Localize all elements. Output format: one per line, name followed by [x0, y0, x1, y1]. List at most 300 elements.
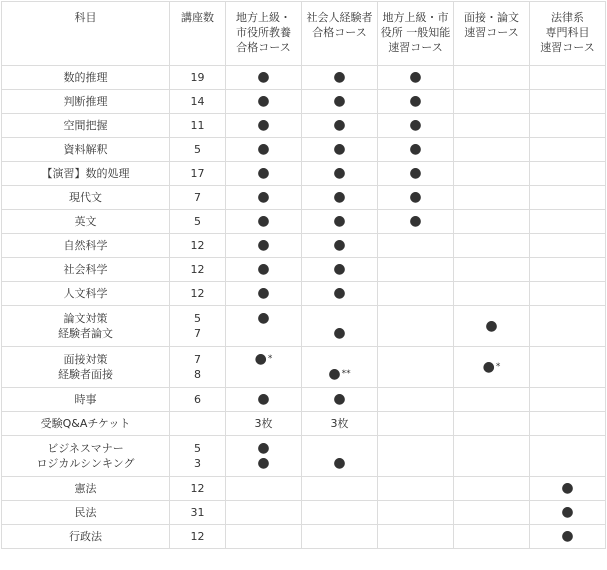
lecture-count: 12 — [190, 530, 205, 543]
table-row — [2, 162, 606, 186]
lecture-count: 19 — [190, 71, 205, 84]
table-row — [2, 501, 606, 525]
header-course-local-aptitude — [378, 2, 454, 66]
lecture-count-cell — [170, 347, 226, 388]
header-line: 速習コース — [388, 41, 443, 54]
lecture-count: 6 — [194, 393, 201, 406]
course-entry — [226, 456, 301, 471]
course-entry — [226, 326, 301, 341]
included-dot-icon: ● — [257, 261, 270, 277]
course-entry — [226, 118, 301, 133]
table-row — [2, 234, 606, 258]
course-cell — [226, 306, 302, 347]
included-dot-icon: ● — [257, 440, 270, 456]
table-row — [2, 138, 606, 162]
table-row — [2, 388, 606, 412]
course-cell — [530, 162, 606, 186]
course-entry — [226, 352, 301, 367]
table-row — [2, 412, 606, 436]
course-cell — [302, 412, 378, 436]
course-entry — [530, 505, 605, 520]
subject-name: 受験Q&Aチケット — [40, 417, 131, 430]
course-cell — [454, 501, 530, 525]
lecture-count-cell — [170, 90, 226, 114]
course-entry — [226, 94, 301, 109]
course-cell — [454, 114, 530, 138]
course-cell — [302, 477, 378, 501]
subject-cell — [2, 347, 170, 388]
lecture-count-cell — [170, 525, 226, 549]
course-entry — [530, 529, 605, 544]
lecture-count-cell — [170, 306, 226, 347]
ticket-count: 3枚 — [254, 417, 273, 430]
header-line: 面接・論文 — [464, 11, 519, 24]
course-cell — [454, 162, 530, 186]
lecture-count-cell — [170, 66, 226, 90]
included-dot-icon: ● — [328, 366, 341, 382]
lecture-count-cell — [170, 186, 226, 210]
included-dot-icon: ● — [485, 317, 498, 334]
course-cell — [226, 412, 302, 436]
course-cell — [226, 210, 302, 234]
included-dot-icon: ● — [333, 455, 346, 471]
included-dot-icon: ● — [409, 213, 422, 229]
course-cell — [530, 306, 606, 347]
course-cell — [530, 114, 606, 138]
course-entry — [378, 70, 453, 85]
course-entry — [302, 367, 377, 382]
course-cell — [530, 258, 606, 282]
table-row — [2, 306, 606, 347]
header-line: 社会人経験者 — [306, 11, 373, 24]
included-dot-icon: ● — [257, 310, 270, 326]
lecture-count: 31 — [190, 506, 205, 519]
course-cell — [226, 258, 302, 282]
subject-cell — [2, 501, 170, 525]
included-dot-icon: ● — [561, 528, 574, 544]
course-cell — [530, 525, 606, 549]
course-cell — [302, 186, 378, 210]
subject-cell — [2, 66, 170, 90]
course-entry — [226, 262, 301, 277]
course-entry — [530, 481, 605, 496]
course-cell — [454, 388, 530, 412]
lecture-count-cell — [170, 388, 226, 412]
header-line: 合格コース — [312, 26, 367, 39]
ticket-count: 3枚 — [330, 417, 349, 430]
included-dot-icon: ● — [257, 391, 270, 407]
header-course-interview-essay — [454, 2, 530, 66]
course-cell — [530, 210, 606, 234]
header-line: 市役所教養 — [236, 26, 291, 39]
subject-name: 民法 — [74, 506, 97, 519]
course-entry — [226, 238, 301, 253]
lecture-count: 12 — [190, 287, 205, 300]
course-cell — [302, 114, 378, 138]
header-line: 講座数 — [181, 11, 214, 24]
course-entry — [302, 118, 377, 133]
header-line: 地方上級・ — [236, 11, 291, 24]
included-dot-icon: ● — [333, 189, 346, 205]
header-course-local-general — [226, 2, 302, 66]
course-cell — [378, 306, 454, 347]
subject-name: 憲法 — [74, 482, 97, 495]
subject-name: 判断推理 — [63, 95, 108, 108]
course-cell — [378, 477, 454, 501]
lecture-count-cell — [170, 282, 226, 306]
included-dot-icon: ● — [254, 351, 267, 367]
subject-cell — [2, 210, 170, 234]
header-line: 法律系 — [551, 11, 584, 24]
subject-name: ロジカルシンキング — [36, 457, 135, 470]
course-cell — [454, 66, 530, 90]
subject-cell — [2, 114, 170, 138]
course-cell — [302, 436, 378, 477]
included-dot-icon: ● — [333, 285, 346, 301]
course-cell — [378, 90, 454, 114]
course-entry — [302, 416, 377, 431]
course-cell — [302, 234, 378, 258]
lecture-count: 17 — [190, 167, 205, 180]
course-entry — [226, 416, 301, 431]
subject-cell — [2, 525, 170, 549]
lecture-count: 5 — [194, 143, 201, 156]
course-cell — [378, 282, 454, 306]
included-dot-icon: ● — [257, 141, 270, 157]
course-entry — [302, 70, 377, 85]
lecture-count: 12 — [190, 482, 205, 495]
course-cell — [302, 347, 378, 388]
course-cell — [226, 347, 302, 388]
included-dot-icon: ● — [333, 141, 346, 157]
included-dot-icon: ● — [257, 189, 270, 205]
included-dot-icon: ● — [257, 213, 270, 229]
course-cell — [530, 66, 606, 90]
course-cell — [530, 501, 606, 525]
course-cell — [226, 66, 302, 90]
included-dot-icon: ● — [409, 69, 422, 85]
course-entry — [302, 166, 377, 181]
course-cell — [302, 306, 378, 347]
course-cell — [226, 114, 302, 138]
lecture-count-cell — [170, 138, 226, 162]
course-cell — [378, 388, 454, 412]
header-course-experienced — [302, 2, 378, 66]
course-cell — [378, 138, 454, 162]
table-row — [2, 282, 606, 306]
included-dot-icon: ● — [333, 261, 346, 277]
lecture-count: 14 — [190, 95, 205, 108]
header-line: 合格コース — [236, 41, 291, 54]
lecture-count-cell — [170, 501, 226, 525]
course-cell — [378, 210, 454, 234]
included-dot-icon: ● — [482, 358, 495, 375]
subject-cell — [2, 258, 170, 282]
subject-cell — [2, 412, 170, 436]
included-dot-icon: ● — [257, 165, 270, 181]
course-cell — [302, 162, 378, 186]
subject-cell — [2, 306, 170, 347]
lecture-count: 11 — [190, 119, 205, 132]
course-cell — [530, 477, 606, 501]
course-cell — [378, 162, 454, 186]
course-entry — [226, 166, 301, 181]
course-cell — [226, 234, 302, 258]
header-line: 速習コース — [464, 26, 519, 39]
lecture-count: 12 — [190, 239, 205, 252]
course-cell — [454, 258, 530, 282]
course-cell — [226, 525, 302, 549]
footnote-asterisk: * — [267, 354, 273, 364]
subject-name: 社会科学 — [63, 263, 108, 276]
course-entry — [302, 392, 377, 407]
course-cell — [302, 258, 378, 282]
course-cell — [302, 210, 378, 234]
lecture-count-cell — [170, 114, 226, 138]
course-entry — [302, 286, 377, 301]
course-entry — [226, 142, 301, 157]
included-dot-icon: ● — [409, 117, 422, 133]
course-cell — [378, 258, 454, 282]
course-entry — [302, 190, 377, 205]
course-entry — [378, 142, 453, 157]
course-entry — [302, 352, 377, 367]
table-row — [2, 436, 606, 477]
table-row — [2, 90, 606, 114]
course-comparison-table — [1, 1, 606, 549]
lecture-count-cell — [170, 258, 226, 282]
subject-name: 現代文 — [69, 191, 102, 204]
included-dot-icon: ● — [257, 93, 270, 109]
included-dot-icon: ● — [257, 237, 270, 253]
subject-cell — [2, 234, 170, 258]
course-cell — [226, 388, 302, 412]
included-dot-icon: ● — [561, 480, 574, 496]
course-entry — [378, 118, 453, 133]
header-line: 速習コース — [540, 41, 595, 54]
header-line: 地方上級・市 — [382, 11, 449, 24]
header-count — [170, 2, 226, 66]
lecture-count: 12 — [190, 263, 205, 276]
course-entry — [302, 326, 377, 341]
course-entry — [378, 214, 453, 229]
course-cell — [226, 501, 302, 525]
course-cell — [454, 477, 530, 501]
footnote-asterisk: ** — [341, 369, 351, 379]
included-dot-icon: ● — [333, 325, 346, 341]
subject-name: 資料解釈 — [63, 143, 108, 156]
included-dot-icon: ● — [409, 189, 422, 205]
course-entry — [226, 441, 301, 456]
subject-name: 行政法 — [69, 530, 102, 543]
course-cell — [378, 347, 454, 388]
course-cell — [530, 412, 606, 436]
table-row — [2, 66, 606, 90]
included-dot-icon: ● — [333, 237, 346, 253]
course-entry — [302, 441, 377, 456]
course-cell — [226, 477, 302, 501]
included-dot-icon: ● — [409, 93, 422, 109]
lecture-count-cell — [170, 210, 226, 234]
lecture-count-cell — [170, 234, 226, 258]
subject-name: 自然科学 — [63, 239, 108, 252]
header-line: 役所 一般知能 — [380, 26, 451, 39]
table-row — [2, 347, 606, 388]
course-cell — [378, 412, 454, 436]
included-dot-icon: ● — [257, 69, 270, 85]
course-cell — [378, 525, 454, 549]
course-cell — [302, 525, 378, 549]
course-cell — [530, 90, 606, 114]
subject-name: 英文 — [74, 215, 97, 228]
included-dot-icon: ● — [333, 391, 346, 407]
course-entry — [302, 238, 377, 253]
course-entry — [226, 392, 301, 407]
course-entry — [226, 311, 301, 326]
included-dot-icon: ● — [409, 165, 422, 181]
subject-cell — [2, 477, 170, 501]
included-dot-icon: ● — [333, 93, 346, 109]
course-cell — [302, 282, 378, 306]
course-cell — [378, 436, 454, 477]
subject-cell — [2, 162, 170, 186]
lecture-count: 7 — [194, 327, 201, 340]
course-cell — [378, 234, 454, 258]
course-cell — [226, 436, 302, 477]
lecture-count-cell — [170, 477, 226, 501]
subject-name: 【演習】数的処理 — [41, 167, 130, 180]
header-line: 専門科目 — [545, 26, 590, 39]
course-cell — [378, 114, 454, 138]
subject-name: ビジネスマナー — [47, 442, 124, 455]
course-entry — [226, 367, 301, 382]
course-cell — [454, 186, 530, 210]
course-cell — [530, 388, 606, 412]
course-entry — [302, 262, 377, 277]
included-dot-icon: ● — [333, 69, 346, 85]
course-cell — [530, 138, 606, 162]
course-entry — [302, 214, 377, 229]
course-cell — [378, 66, 454, 90]
subject-name: 時事 — [74, 393, 97, 406]
table-body — [2, 66, 606, 549]
table-row — [2, 210, 606, 234]
subject-name: 経験者面接 — [58, 368, 113, 381]
course-entry — [454, 360, 529, 375]
course-cell — [530, 282, 606, 306]
included-dot-icon: ● — [333, 117, 346, 133]
footnote-asterisk: * — [495, 361, 501, 372]
lecture-count-cell — [170, 436, 226, 477]
table-row — [2, 258, 606, 282]
course-cell — [378, 501, 454, 525]
course-entry — [378, 94, 453, 109]
course-entry — [378, 190, 453, 205]
subject-cell — [2, 90, 170, 114]
course-entry — [454, 319, 529, 334]
subject-cell — [2, 388, 170, 412]
course-cell — [454, 90, 530, 114]
table-row — [2, 114, 606, 138]
table-row — [2, 525, 606, 549]
subject-cell — [2, 138, 170, 162]
lecture-count: 5 — [194, 215, 201, 228]
included-dot-icon: ● — [333, 165, 346, 181]
lecture-count-cell — [170, 412, 226, 436]
course-cell — [302, 90, 378, 114]
table-row — [2, 186, 606, 210]
included-dot-icon: ● — [409, 141, 422, 157]
course-cell — [454, 412, 530, 436]
subject-cell — [2, 436, 170, 477]
included-dot-icon: ● — [257, 117, 270, 133]
header-course-law — [530, 2, 606, 66]
included-dot-icon: ● — [257, 285, 270, 301]
header-subject — [2, 2, 170, 66]
lecture-count-cell — [170, 162, 226, 186]
header-row — [2, 2, 606, 66]
subject-name: 空間把握 — [63, 119, 108, 132]
course-entry — [226, 190, 301, 205]
course-cell — [530, 186, 606, 210]
course-entry — [226, 70, 301, 85]
course-cell — [454, 347, 530, 388]
course-cell — [378, 186, 454, 210]
subject-name: 人文科学 — [63, 287, 108, 300]
header-line: 科目 — [74, 11, 97, 24]
course-cell — [454, 210, 530, 234]
course-cell — [454, 525, 530, 549]
course-entry — [302, 142, 377, 157]
lecture-count: 7 — [194, 191, 201, 204]
subject-cell — [2, 282, 170, 306]
course-cell — [454, 436, 530, 477]
lecture-count: 3 — [194, 457, 201, 470]
subject-cell — [2, 186, 170, 210]
included-dot-icon: ● — [561, 504, 574, 520]
lecture-count: 7 — [194, 353, 201, 366]
course-entry — [302, 94, 377, 109]
included-dot-icon: ● — [257, 455, 270, 471]
subject-name: 面接対策 — [63, 353, 108, 366]
course-cell — [226, 138, 302, 162]
course-cell — [302, 138, 378, 162]
course-cell — [530, 234, 606, 258]
course-entry — [302, 456, 377, 471]
course-cell — [302, 501, 378, 525]
course-cell — [226, 186, 302, 210]
course-cell — [454, 138, 530, 162]
subject-name: 経験者論文 — [58, 327, 113, 340]
course-cell — [454, 234, 530, 258]
table-row — [2, 477, 606, 501]
lecture-count: 5 — [194, 442, 201, 455]
included-dot-icon: ● — [333, 213, 346, 229]
course-entry — [226, 214, 301, 229]
course-cell — [226, 90, 302, 114]
course-cell — [454, 282, 530, 306]
course-cell — [302, 66, 378, 90]
course-entry — [302, 311, 377, 326]
course-cell — [226, 282, 302, 306]
subject-name: 論文対策 — [63, 312, 108, 325]
lecture-count: 8 — [194, 368, 201, 381]
course-entry — [378, 166, 453, 181]
course-entry — [226, 286, 301, 301]
course-cell — [530, 436, 606, 477]
course-cell — [530, 347, 606, 388]
lecture-count: 5 — [194, 312, 201, 325]
